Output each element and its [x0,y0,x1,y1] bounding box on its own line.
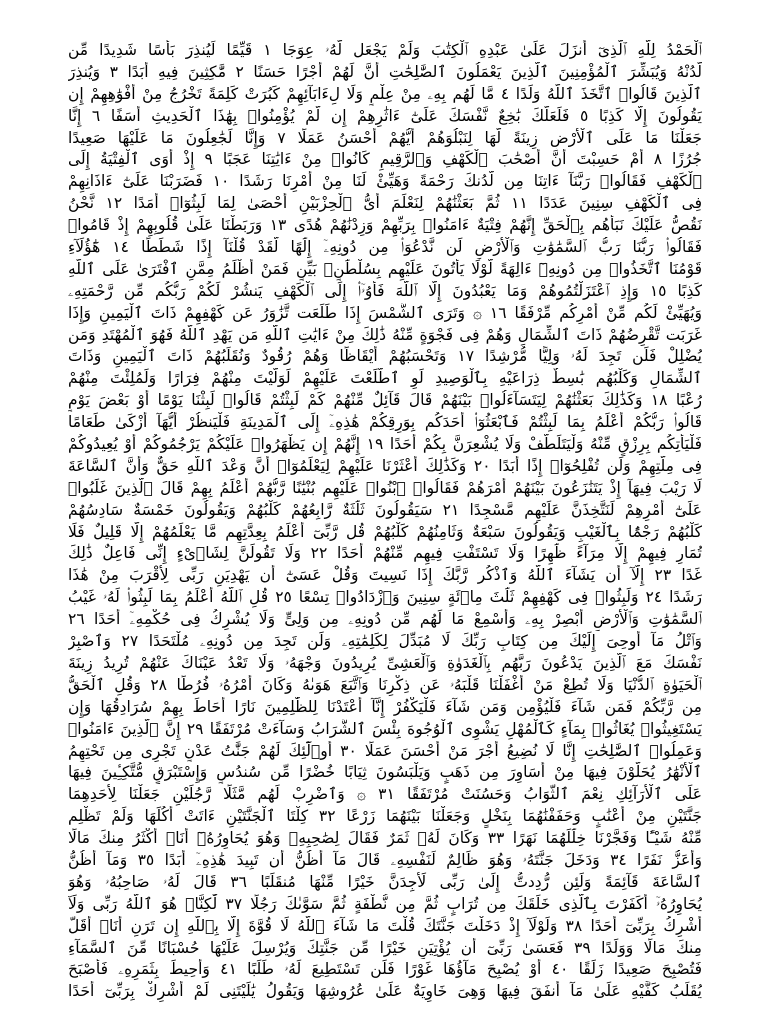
quran-page-text [68,40,702,1001]
text-line: مِن رَّبِّكُمْ فَمَن شَآءَ فَلْيُؤْمِن وَمَن شَآءَ فَلْيَكْفُرْ إِنَّآ أَعْتَدْنَا لِلظَّٰلِمِينَ نَارًا أَحَاطَ بِهِمْ سُرَادِقُهَا وَإِن [68,697,702,716]
text-line: وَيُهَيِّئْ لَكُم مِّنْ أَمْرِكُم مِّرْفَقًا ١٦ ۞ وَتَرَى ٱلشَّمْسَ إِذَا طَلَعَت تَّزَٰوَرُ عَن كَهْفِهِمْ ذَاتَ ٱلْيَمِينِ وَإِذَا [68,303,702,322]
text-line: غَرَبَت تَّقْرِضُهُمْ ذَاتَ ٱلشِّمَالِ وَهُمْ فِى فَجْوَةٍ مِّنْهُ ذَٰلِكَ مِنْ ءَايَٰتِ ٱللَّهِ مَن يَهْدِ ٱللَّهُ فَهُوَ ٱلْمُهْتَدِ وَمَن [68,325,702,344]
text-line: لَّدُنْهُ وَيُبَشِّرَ ٱلْمُؤْمِنِينَ ٱلَّذِينَ يَعْمَلُونَ ٱلصَّٰلِحَٰتِ أَنَّ لَهُمْ أَجْرًا حَسَنًا ٢ مَّٰكِثِينَ فِيهِ أَبَدًا ٣ وَيُنذِرَ [68,62,702,81]
text-line: ٱلسَّمَٰوَٰتِ وَٱلْأَرْضِ أَبْصِرْ بِهِۦ وَأَسْمِعْ مَا لَهُم مِّن دُونِهِۦ مِن وَلِىٍّ وَلَا يُشْرِكُ فِى حُكْمِهِۦٓ أَحَدًا ٢٦ [68,610,702,629]
text-line: ٱلْحَمْدُ لِلَّهِ ٱلَّذِىٓ أَنزَلَ عَلَىٰ عَبْدِهِ ٱلْكِتَٰبَ وَلَمْ يَجْعَل لَّهُۥ عِوَجَا ١ قَيِّمًا لِّيُنذِرَ بَأْسًا شَدِيدًا مِّن [68,41,702,59]
text-line: يُضْلِلْ فَلَن تَجِدَ لَهُۥ وَلِيًّا مُّرْشِدًا ١٧ وَتَحْسَبُهُمْ أَيْقَاظًا وَهُمْ رُقُودٌ وَنُقَلِّبُهُمْ ذَاتَ ٱلْيَمِينِ وَذَاتَ [68,347,702,366]
text-line: ٱلْكَهْفِ فَقَالُوا۟ رَبَّنَآ ءَاتِنَا مِن لَّدُنكَ رَحْمَةً وَهَيِّئْ لَنَا مِنْ أَمْرِنَا رَشَدًا ١٠ فَضَرَبْنَا عَلَىٰٓ ءَاذَانِهِمْ [68,172,702,191]
text-line: وَٱتْلُ مَآ أُوحِىَ إِلَيْكَ مِن كِتَابِ رَبِّكَ لَا مُبَدِّلَ لِكَلِمَٰتِهِۦ وَلَن تَجِدَ مِن دُونِهِۦ مُلْتَحَدًا ٢٧ وَٱصْبِرْ [68,632,702,651]
text-line: ٱلسَّاعَةَ قَآئِمَةً وَلَئِن رُّدِدتُّ إِلَىٰ رَبِّى لَأَجِدَنَّ خَيْرًا مِّنْهَا مُنقَلَبًا ٣٦ قَالَ لَهُۥ صَاحِبُهُۥ وَهُوَ [68,872,702,891]
text-line: لَا رَيْبَ فِيهَآ إِذْ يَتَنَٰزَعُونَ بَيْنَهُمْ أَمْرَهُمْ فَقَالُوا۟ ٱبْنُوا۟ عَلَيْهِم بُنْيَٰنًا رَّبُّهُمْ أَعْلَمُ بِهِمْ قَالَ ٱلَّذِينَ غَلَبُوا۟ [68,478,702,497]
text-line: ٱلَّذِينَ قَالُوا۟ ٱتَّخَذَ ٱللَّهُ وَلَدًا ٤ مَّا لَهُم بِهِۦ مِنْ عِلْمٍ وَلَا لِءَابَآئِهِمْ كَبُرَتْ كَلِمَةً تَخْرُجُ مِنْ أَفْوَٰهِهِمْ إِن [68,84,702,103]
text-line: مِنكَ مَالًا وَوَلَدًا ٣٩ فَعَسَىٰ رَبِّىٓ أَن يُؤْتِيَنِ خَيْرًا مِّن جَنَّتِكَ وَيُرْسِلَ عَلَيْهَا حُسْبَانًا مِّنَ ٱلسَّمَآءِ [68,938,702,957]
text-line: جَنَّتَيْنِ مِنْ أَعْنَٰبٍ وَحَفَفْنَٰهُمَا بِنَخْلٍ وَجَعَلْنَا بَيْنَهُمَا زَرْعًا ٣٢ كِلْتَا ٱلْجَنَّتَيْنِ ءَاتَتْ أُكُلَهَا وَلَمْ تَظْلِم [68,807,702,826]
text-line: ٱلْأَنْهَٰرُ يُحَلَّوْنَ فِيهَا مِنْ أَسَاوِرَ مِن ذَهَبٍ وَيَلْبَسُونَ ثِيَابًا خُضْرًا مِّن سُندُسٍ وَإِسْتَبْرَقٍ مُّتَّكِـِٔينَ فِيهَا [68,763,702,782]
text-line: كَذِبًا ١٥ وَإِذِ ٱعْتَزَلْتُمُوهُمْ وَمَا يَعْبُدُونَ إِلَّا ٱللَّهَ فَأْوُۥٓا۟ إِلَى ٱلْكَهْفِ يَنشُرْ لَكُمْ رَبُّكُم مِّن رَّحْمَتِهِۦ [68,281,702,300]
text-line: قَالُوا۟ رَبُّكُمْ أَعْلَمُ بِمَا لَبِثْتُمْ فَٱبْعَثُوٓا۟ أَحَدَكُم بِوَرِقِكُمْ هَٰذِهِۦٓ إِلَى ٱلْمَدِينَةِ فَلْيَنظُرْ أَيُّهَآ أَزْكَىٰ طَعَامًا [68,413,702,432]
text-line: عَلَىٰٓ أَمْرِهِمْ لَنَتَّخِذَنَّ عَلَيْهِم مَّسْجِدًا ٢١ سَيَقُولُونَ ثَلَٰثَةٌ رَّابِعُهُمْ كَلْبُهُمْ وَيَقُولُونَ خَمْسَةٌ سَادِسُهُمْ [68,500,702,519]
text-line: فَقَالُوا۟ رَبُّنَا رَبُّ ٱلسَّمَٰوَٰتِ وَٱلْأَرْضِ لَن نَّدْعُوَا۟ مِن دُونِهِۦٓ إِلَٰهًا لَّقَدْ قُلْنَآ إِذًا شَطَطًا ١٤ هَٰٓؤُلَآءِ [68,238,702,257]
text-line: عَلَى ٱلْأَرَآئِكِ نِعْمَ ٱلثَّوَابُ وَحَسُنَتْ مُرْتَفَقًا ٣١ ۞ وَٱضْرِبْ لَهُم مَّثَلًا رَّجُلَيْنِ جَعَلْنَا لِأَحَدِهِمَا [68,785,702,804]
text-line: ٱلْحَيَوٰةِ ٱلدُّنْيَا وَلَا تُطِعْ مَنْ أَغْفَلْنَا قَلْبَهُۥ عَن ذِكْرِنَا وَٱتَّبَعَ هَوَىٰهُ وَكَانَ أَمْرُهُۥ فُرُطًا ٢٨ وَقُلِ ٱلْحَقُّ [68,675,702,694]
text-line: يَسْتَغِيثُوا۟ يُغَاثُوا۟ بِمَآءٍ كَٱلْمُهْلِ يَشْوِى ٱلْوُجُوهَ بِئْسَ ٱلشَّرَابُ وَسَآءَتْ مُرْتَفَقًا ٢٩ إِنَّ ٱلَّذِينَ ءَامَنُوا۟ [68,719,702,738]
text-line: جَعَلْنَا مَا عَلَى ٱلْأَرْضِ زِينَةً لَّهَا لِنَبْلُوَهُمْ أَيُّهُمْ أَحْسَنُ عَمَلًا ٧ وَإِنَّا لَجَٰعِلُونَ مَا عَلَيْهَا صَعِيدًا [68,128,702,147]
text-line: يُقَلِّبُ كَفَّيْهِ عَلَىٰ مَآ أَنفَقَ فِيهَا وَهِىَ خَاوِيَةٌ عَلَىٰ عُرُوشِهَا وَيَقُولُ يَٰلَيْتَنِى لَمْ أُشْرِكْ بِرَبِّىٓ أَحَدًا [68,982,702,1001]
text-line: نَقُصُّ عَلَيْكَ نَبَأَهُم بِٱلْحَقِّ إِنَّهُمْ فِتْيَةٌ ءَامَنُوا۟ بِرَبِّهِمْ وَزِدْنَٰهُمْ هُدًى ١٣ وَرَبَطْنَا عَلَىٰ قُلُوبِهِمْ إِذْ قَامُوا۟ [68,216,702,235]
text-line: يَقُولُونَ إِلَّا كَذِبًا ٥ فَلَعَلَّكَ بَٰخِعٌ نَّفْسَكَ عَلَىٰٓ ءَاثَٰرِهِمْ إِن لَّمْ يُؤْمِنُوا۟ بِهَٰذَا ٱلْحَدِيثِ أَسَفًا ٦ إِنَّا [68,106,702,125]
text-line: كَلْبُهُمْ رَجْمًۢا بِٱلْغَيْبِ وَيَقُولُونَ سَبْعَةٌ وَثَامِنُهُمْ كَلْبُهُمْ قُل رَّبِّىٓ أَعْلَمُ بِعِدَّتِهِم مَّا يَعْلَمُهُمْ إِلَّا قَلِيلٌ فَلَا [68,522,702,541]
text-line: وَأَعَزُّ نَفَرًا ٣٤ وَدَخَلَ جَنَّتَهُۥ وَهُوَ ظَالِمٌ لِّنَفْسِهِۦ قَالَ مَآ أَظُنُّ أَن تَبِيدَ هَٰذِهِۦٓ أَبَدًا ٣٥ وَمَآ أَظُنُّ [68,850,702,869]
text-line: ٱلشِّمَالِ وَكَلْبُهُم بَٰسِطٌ ذِرَاعَيْهِ بِٱلْوَصِيدِ لَوِ ٱطَّلَعْتَ عَلَيْهِمْ لَوَلَّيْتَ مِنْهُمْ فِرَارًا وَلَمُلِئْتَ مِنْهُمْ [68,369,702,388]
text-line: يُحَاوِرُهُۥٓ أَكَفَرْتَ بِٱلَّذِى خَلَقَكَ مِن تُرَابٍ ثُمَّ مِن نُّطْفَةٍ ثُمَّ سَوَّىٰكَ رَجُلًا ٣٧ لَّٰكِنَّا۠ هُوَ ٱللَّهُ رَبِّى وَلَآ [68,894,702,913]
text-line: غَدًا ٢٣ إِلَّآ أَن يَشَآءَ ٱللَّهُ وَٱذْكُر رَّبَّكَ إِذَا نَسِيتَ وَقُلْ عَسَىٰٓ أَن يَهْدِيَنِ رَبِّى لِأَقْرَبَ مِنْ هَٰذَا [68,566,702,585]
text-line: تُمَارِ فِيهِمْ إِلَّا مِرَآءً ظَٰهِرًا وَلَا تَسْتَفْتِ فِيهِم مِّنْهُمْ أَحَدًا ٢٢ وَلَا تَقُولَنَّ لِشَا۟ىْءٍ إِنِّى فَاعِلٌ ذَٰلِكَ [68,544,702,563]
text-line: قَوْمُنَا ٱتَّخَذُوا۟ مِن دُونِهِۦٓ ءَالِهَةً لَّوْلَا يَأْتُونَ عَلَيْهِم بِسُلْطَٰنٍۭ بَيِّنٍ فَمَنْ أَظْلَمُ مِمَّنِ ٱفْتَرَىٰ عَلَى ٱللَّهِ [68,259,702,278]
text-line: فَلْيَأْتِكُم بِرِزْقٍ مِّنْهُ وَلْيَتَلَطَّفْ وَلَا يُشْعِرَنَّ بِكُمْ أَحَدًا ١٩ إِنَّهُمْ إِن يَظْهَرُوا۟ عَلَيْكُمْ يَرْجُمُوكُمْ أَوْ يُعِيدُوكُمْ [68,435,702,454]
text-line: وَعَمِلُوا۟ ٱلصَّٰلِحَٰتِ إِنَّا لَا نُضِيعُ أَجْرَ مَنْ أَحْسَنَ عَمَلًا ٣٠ أُو۟لَٰٓئِكَ لَهُمْ جَنَّٰتُ عَدْنٍ تَجْرِى مِن تَحْتِهِمُ [68,741,702,760]
text-line: جُرُزًا ٨ أَمْ حَسِبْتَ أَنَّ أَصْحَٰبَ ٱلْكَهْفِ وَٱلرَّقِيمِ كَانُوا۟ مِنْ ءَايَٰتِنَا عَجَبًا ٩ إِذْ أَوَى ٱلْفِتْيَةُ إِلَى [68,150,702,169]
text-line: رُعْبًا ١٨ وَكَذَٰلِكَ بَعَثْنَٰهُمْ لِيَتَسَآءَلُوا۟ بَيْنَهُمْ قَالَ قَآئِلٌ مِّنْهُمْ كَمْ لَبِثْتُمْ قَالُوا۟ لَبِثْنَا يَوْمًا أَوْ بَعْضَ يَوْمٍ [68,391,702,410]
text-line: أُشْرِكُ بِرَبِّىٓ أَحَدًا ٣٨ وَلَوْلَآ إِذْ دَخَلْتَ جَنَّتَكَ قُلْتَ مَا شَآءَ ٱللَّهُ لَا قُوَّةَ إِلَّا بِٱللَّهِ إِن تَرَنِ أَنَا۠ أَقَلَّ [68,916,702,935]
text-line: فِى ٱلْكَهْفِ سِنِينَ عَدَدًا ١١ ثُمَّ بَعَثْنَٰهُمْ لِنَعْلَمَ أَىُّ ٱلْحِزْبَيْنِ أَحْصَىٰ لِمَا لَبِثُوٓا۟ أَمَدًا ١٢ نَّحْنُ [68,194,702,213]
text-line: رَشَدًا ٢٤ وَلَبِثُوا۟ فِى كَهْفِهِمْ ثَلَٰثَ مِا۟ئَةٍ سِنِينَ وَٱزْدَادُوا۟ تِسْعًا ٢٥ قُلِ ٱللَّهُ أَعْلَمُ بِمَا لَبِثُوا۟ لَهُۥ غَيْبُ [68,588,702,607]
text-line: فِى مِلَّتِهِمْ وَلَن تُفْلِحُوٓا۟ إِذًا أَبَدًا ٢٠ وَكَذَٰلِكَ أَعْثَرْنَا عَلَيْهِمْ لِيَعْلَمُوٓا۟ أَنَّ وَعْدَ ٱللَّهِ حَقٌّ وَأَنَّ ٱلسَّاعَةَ [68,456,702,475]
text-line: نَفْسَكَ مَعَ ٱلَّذِينَ يَدْعُونَ رَبَّهُم بِٱلْغَدَوٰةِ وَٱلْعَشِىِّ يُرِيدُونَ وَجْهَهُۥ وَلَا تَعْدُ عَيْنَاكَ عَنْهُمْ تُرِيدُ زِينَةَ [68,653,702,672]
text-line: مِّنْهُ شَيْـًٔا وَفَجَّرْنَا خِلَٰلَهُمَا نَهَرًا ٣٣ وَكَانَ لَهُۥ ثَمَرٌ فَقَالَ لِصَٰحِبِهِۦ وَهُوَ يُحَاوِرُهُۥٓ أَنَا۠ أَكْثَرُ مِنكَ مَالًا [68,829,702,848]
text-line: فَتُصْبِحَ صَعِيدًا زَلَقًا ٤٠ أَوْ يُصْبِحَ مَآؤُهَا غَوْرًا فَلَن تَسْتَطِيعَ لَهُۥ طَلَبًا ٤١ وَأُحِيطَ بِثَمَرِهِۦ فَأَصْبَحَ [68,960,702,979]
